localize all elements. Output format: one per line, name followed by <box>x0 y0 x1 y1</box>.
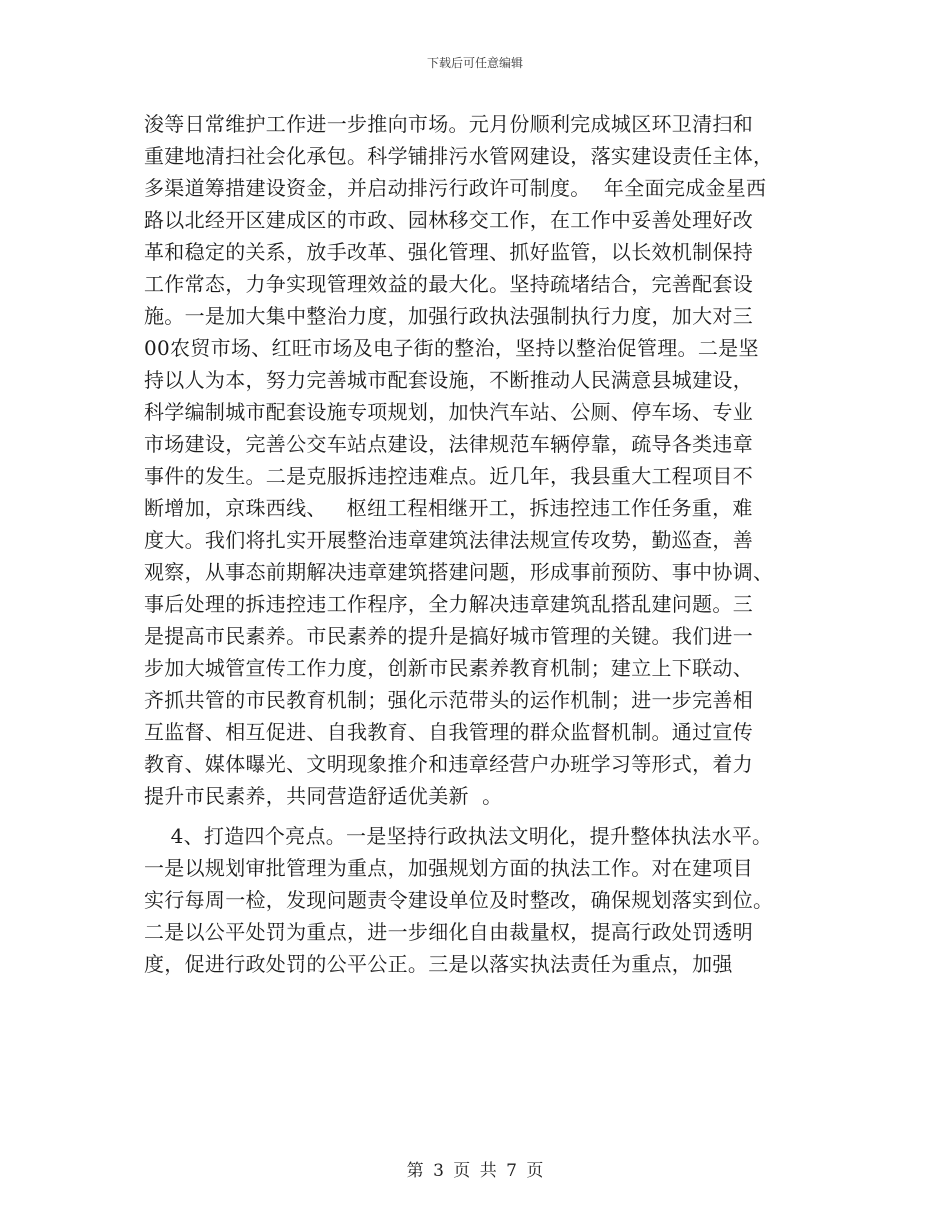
text-line: 多渠道筹措建设资金，并启动排污行政许可制度。 年全面完成金星西 <box>144 176 767 200</box>
text-line: 教育、媒体曝光、文明现象推介和违章经营户办班学习等形式，着力 <box>144 752 753 776</box>
text-line: 科学编制城市配套设施专项规划，加快汽车站、公厕、停车场、专业 <box>144 400 753 424</box>
text-line: 施。一是加大集中整治力度，加强行政执法强制执行力度，加大对三 <box>144 304 753 328</box>
text-line: 4、打造四个亮点。一是坚持行政执法文明化，提升整体执法水平。 <box>144 824 773 848</box>
text-line: 持以人为本，努力完善城市配套设施，不断推动人民满意县城建设， <box>144 368 753 392</box>
text-line: 二是以公平处罚为重点，进一步细化自由裁量权，提高行政处罚透明 <box>144 920 753 944</box>
text-line: 00农贸市场、红旺市场及电子街的整治，坚持以整治促管理。二是坚 <box>144 336 759 360</box>
page-header: 下载后可任意编辑 <box>426 56 523 70</box>
text-line: 断增加，京珠西线、 枢纽工程相继开工，拆违控违工作任务重，难 <box>144 496 753 520</box>
text-line: 是提高市民素养。市民素养的提升是搞好城市管理的关键。我们进一 <box>144 624 753 648</box>
text-line: 重建地清扫社会化承包。科学铺排污水管网建设，落实建设责任主体， <box>144 144 774 168</box>
text-line: 齐抓共管的市民教育机制；强化示范带头的运作机制；进一步完善相 <box>144 688 753 712</box>
text-line: 度，促进行政处罚的公平公正。三是以落实执法责任为重点，加强 <box>144 952 733 976</box>
text-line: 市场建设，完善公交车站点建设，法律规范车辆停靠，疏导各类违章 <box>144 432 753 456</box>
text-line: 革和稳定的关系，放手改革、强化管理、抓好监管，以长效机制保持 <box>144 240 753 264</box>
text-line: 互监督、相互促进、自我教育、自我管理的群众监督机制。通过宣传 <box>144 720 753 744</box>
text-line: 事件的发生。二是克服拆违控违难点。近几年，我县重大工程项目不 <box>144 464 753 488</box>
text-line: 一是以规划审批管理为重点，加强规划方面的执法工作。对在建项目 <box>144 856 753 880</box>
text-line: 步加大城管宣传工作力度，创新市民素养教育机制；建立上下联动、 <box>144 656 753 680</box>
text-line: 观察，从事态前期解决违章建筑搭建问题，形成事前预防、事中协调、 <box>144 560 774 584</box>
text-line: 事后处理的拆违控违工作程序，全力解决违章建筑乱搭乱建问题。三 <box>144 592 753 616</box>
text-line: 实行每周一检，发现问题责令建设单位及时整改，确保规划落实到位。 <box>144 888 774 912</box>
text-line: 路以北经开区建成区的市政、园林移交工作，在工作中妥善处理好改 <box>144 208 753 232</box>
text-line: 工作常态，力争实现管理效益的最大化。坚持疏堵结合，完善配套设 <box>144 272 753 296</box>
text-line: 提升市民素养，共同营造舒适优美新 。 <box>144 784 503 808</box>
document-body <box>144 108 824 980</box>
text-line: 度大。我们将扎实开展整治违章建筑法律法规宣传攻势，勤巡查，善 <box>144 528 753 552</box>
page-footer: 第 3 页 共 7 页 <box>406 1161 544 1181</box>
text-line: 浚等日常维护工作进一步推向市场。元月份顺利完成城区环卫清扫和 <box>144 112 753 136</box>
